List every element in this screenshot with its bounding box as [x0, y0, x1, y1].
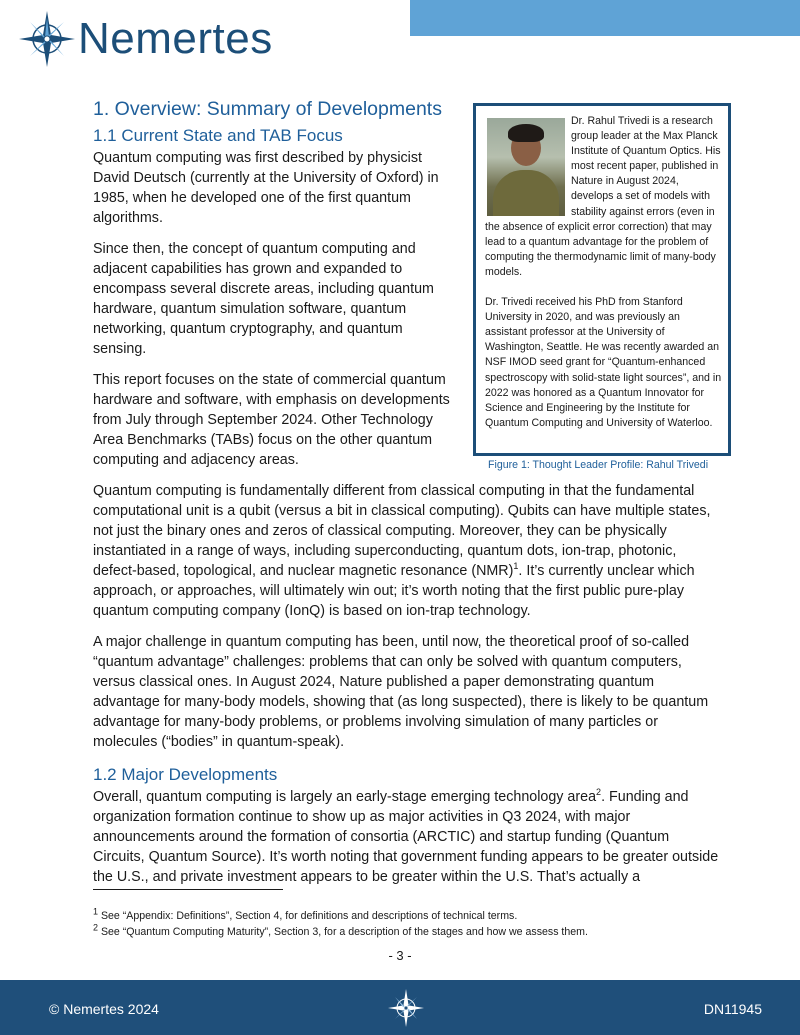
page-footer: [0, 980, 800, 1035]
thought-leader-profile-box: [473, 103, 731, 456]
footnote-divider: [93, 889, 283, 890]
figure-caption: Figure 1: Thought Leader Profile: Rahul Trivedi: [488, 459, 709, 471]
paragraph-text: Overall, quantum computing is largely an early-stage emerging technology area: [93, 789, 597, 805]
paragraph: Since then, the concept of quantum computing and adjacent capabilities has grown and expanded to encompass several discrete areas, including quantum hardware, quantum simulation software, quantum networking, quantum cryptography, and quantum sensing.: [93, 241, 434, 357]
section-heading: 1. Overview: Summary of Developments: [93, 98, 442, 120]
paragraph-text: . It’s currently unclear which approach, or approaches, will ultimately win out; it’s worth noting that the first public pure-play quantum computing company (IonQ) is based on ion-trap technology.: [93, 563, 695, 619]
footnote-number: 1: [93, 906, 99, 917]
footnote: [93, 924, 733, 940]
subsection-heading-major-developments: 1.2 Major Developments: [93, 765, 278, 784]
brand-logo: [18, 10, 273, 68]
footnote-ref[interactable]: 2: [596, 787, 602, 798]
footnotes: [93, 908, 733, 940]
paragraph: [93, 787, 723, 887]
compass-rose-icon: [18, 10, 76, 68]
footer-copyright: © Nemertes 2024: [49, 1001, 159, 1017]
page-number: - 3 -: [388, 948, 412, 963]
subsection-heading-current-state: 1.1 Current State and TAB Focus: [93, 126, 343, 145]
paragraph: Quantum computing was first described by physicist David Deutsch (currently at the University of Oxford) in 1985, when he developed one of the first quantum algorithms.: [93, 150, 439, 226]
footnote-number: 2: [93, 922, 99, 933]
profile-paragraph: Dr. Rahul Trivedi is a research group leader at the Max Planck Institute of Quantum Optics. His most recent paper, published in Nature in August 2024, develops a set of models with stability against errors (even in the absence of explicit error correction) that may lead to a quantum advantage for the problem of computing the thermodynamic limit of many-body models.: [485, 115, 721, 278]
paragraph-text: Quantum computing is fundamentally different from classical computing in that the fundamental computational unit is a qubit (versus a bit in classical computing). Qubits can have multiple states, not just the binary ones and zeros of classical computing. Moreover, they can be physically instantiated in a range of ways, including superconducting, quantum dots, ion-trap, photonic, defect-based, topological, and nuclear magnetic resonance (NMR): [93, 483, 711, 579]
compass-rose-icon: [387, 988, 425, 1031]
footer-document-id: DN11945: [703, 1001, 762, 1017]
footnote: [93, 908, 733, 924]
brand-wordmark: Nemertes: [78, 14, 273, 63]
paragraph-text: . Funding and organization formation continue to show up as major activities in Q3 2024, with major announcements around the formation of consortia (ARCTIC) and startup funding (Quantum Circuits, Quantum Source). It’s worth noting that government funding appears to be greater outside the U.S., and private investment appears to be greater within the U.S. That’s actually a: [93, 789, 719, 885]
profile-photo: [487, 118, 565, 216]
footnote-ref[interactable]: 1: [513, 561, 519, 572]
paragraph: This report focuses on the state of commercial quantum hardware and software, with emphasis on developments from July through September 2024. Other Technology Area Benchmarks (TABs) focus on the other quantum computing and adjacency areas.: [93, 372, 450, 468]
footnote-text: See “Quantum Computing Maturity”, Section 3, for a description of the stages and how we assess them.: [98, 926, 588, 938]
paragraph: [93, 481, 723, 621]
paragraph: A major challenge in quantum computing has been, until now, the theoretical proof of so-called “quantum advantage” challenges: problems that can only be solved with quantum computers, versus classical ones. In August 2024, Nature published a paper demonstrating quantum advantage for many-body models, showing that (as long suspected), there is likely to be quantum advantage for many-body problems, or problems involving simulation of many particles or molecules (“bodies” in quantum-speak).: [93, 634, 709, 750]
header-accent-bar: [410, 0, 800, 36]
footnote-text: See “Appendix: Definitions”, Section 4, for definitions and descriptions of technical terms.: [98, 910, 518, 922]
profile-paragraph: Dr. Trivedi received his PhD from Stanford University in 2020, and was previously an assistant professor at the University of Washington, Seattle. He was recently awarded an NSF IMOD seed grant for “Quantum-enhanced spectroscopy with solid-state light sources”, and in 2022 was honored as a Quantum Innovator for Science and Engineering by the Institute for Quantum Computing and University of Waterloo.: [485, 296, 722, 429]
